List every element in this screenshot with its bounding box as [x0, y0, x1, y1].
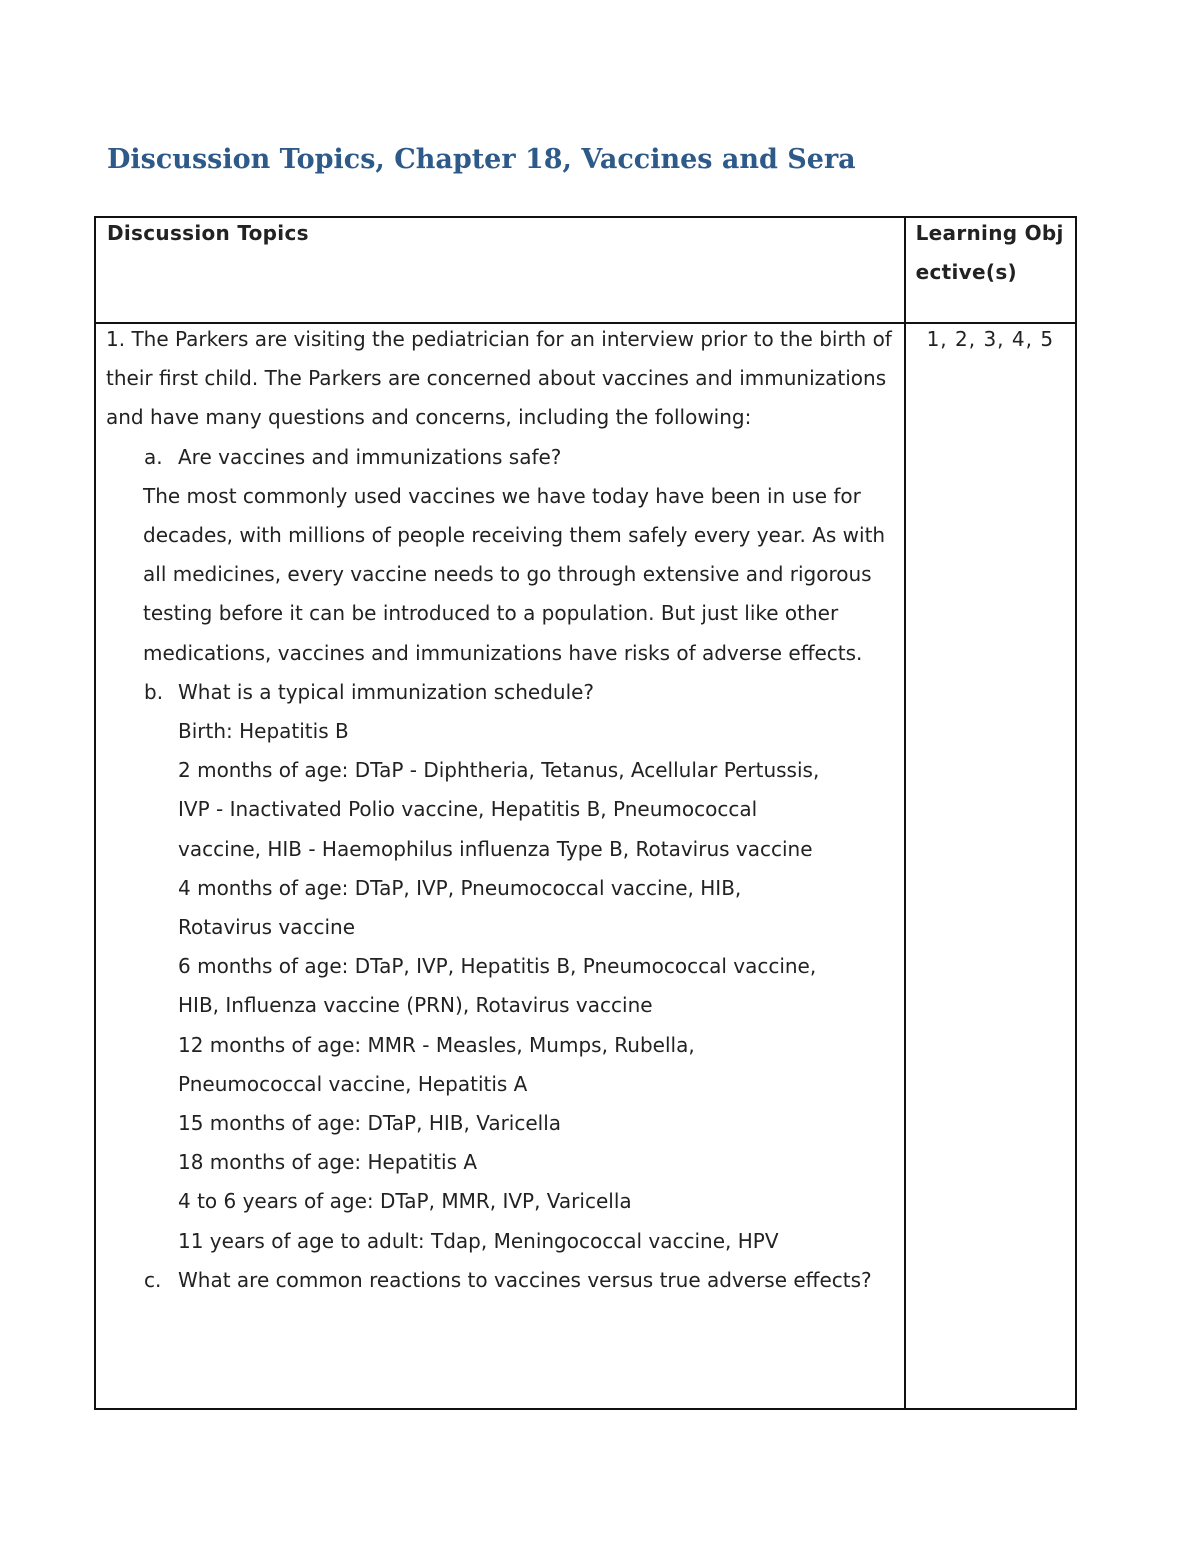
schedule-line: 4 months of age: DTaP, IVP, Pneumococcal vaccine, HIB, [178, 875, 742, 900]
table-row [95, 323, 1076, 1409]
topic-cell [95, 323, 905, 1409]
header-cell-objectives [905, 217, 1076, 323]
question-marker: b. [144, 679, 164, 704]
question-marker: c. [144, 1267, 162, 1292]
table-header-row [95, 217, 1076, 323]
question-marker: a. [144, 444, 163, 469]
schedule-line: Pneumococcal vaccine, Hepatitis A [178, 1071, 528, 1096]
header-learning-objectives: Learning Objective(s) [915, 221, 1064, 284]
question-text: What is a typical immunization schedule? [178, 679, 595, 704]
schedule-line: vaccine, HIB - Haemophilus influenza Type B, Rotavirus vaccine [178, 836, 813, 861]
schedule-line: IVP - Inactivated Polio vaccine, Hepatitis B, Pneumococcal [178, 797, 758, 822]
question-text: What are common reactions to vaccines versus true adverse effects? [178, 1267, 872, 1292]
header-cell-topics [95, 217, 905, 323]
question-a [96, 438, 904, 477]
question-c [96, 1261, 904, 1300]
discussion-topics-table [94, 216, 1077, 1410]
schedule-line: Rotavirus vaccine [178, 915, 356, 940]
schedule-line: Birth: Hepatitis B [178, 719, 349, 744]
schedule-line: 15 months of age: DTaP, HIB, Varicella [178, 1111, 562, 1136]
question-b [96, 673, 904, 712]
schedule-line: 4 to 6 years of age: DTaP, MMR, IVP, Varicella [178, 1189, 632, 1214]
page-title: Discussion Topics, Chapter 18, Vaccines and Sera [107, 144, 856, 175]
immunization-schedule [96, 712, 904, 1261]
question-text: Are vaccines and immunizations safe? [178, 444, 562, 469]
schedule-line: 12 months of age: MMR - Measles, Mumps, Rubella, [178, 1032, 695, 1057]
topic-intro: 1. The Parkers are visiting the pediatrician for an interview prior to the birth of their first child. The Parkers are concerned about vaccines and immunizations and have many questions and concerns, including the following: [106, 327, 892, 430]
schedule-line: 6 months of age: DTaP, IVP, Hepatitis B, Pneumococcal vaccine, [178, 954, 817, 979]
objectives-cell [905, 323, 1076, 1409]
schedule-line: 2 months of age: DTaP - Diphtheria, Tetanus, Acellular Pertussis, [178, 758, 820, 783]
answer-a: The most commonly used vaccines we have today have been in use for decades, with millions of people receiving them safely every year. As with all medicines, every vaccine needs to go through extensive and rigorous testing before it can be introduced to a population. But just like other medications, vaccines and immunizations have risks of adverse effects. [143, 483, 886, 665]
header-topics: Discussion Topics [107, 221, 309, 245]
schedule-line: 18 months of age: Hepatitis A [178, 1150, 478, 1175]
schedule-line: 11 years of age to adult: Tdap, Meningococcal vaccine, HPV [178, 1228, 779, 1253]
learning-objectives-value: 1, 2, 3, 4, 5 [926, 327, 1055, 351]
schedule-line: HIB, Influenza vaccine (PRN), Rotavirus vaccine [178, 993, 653, 1018]
